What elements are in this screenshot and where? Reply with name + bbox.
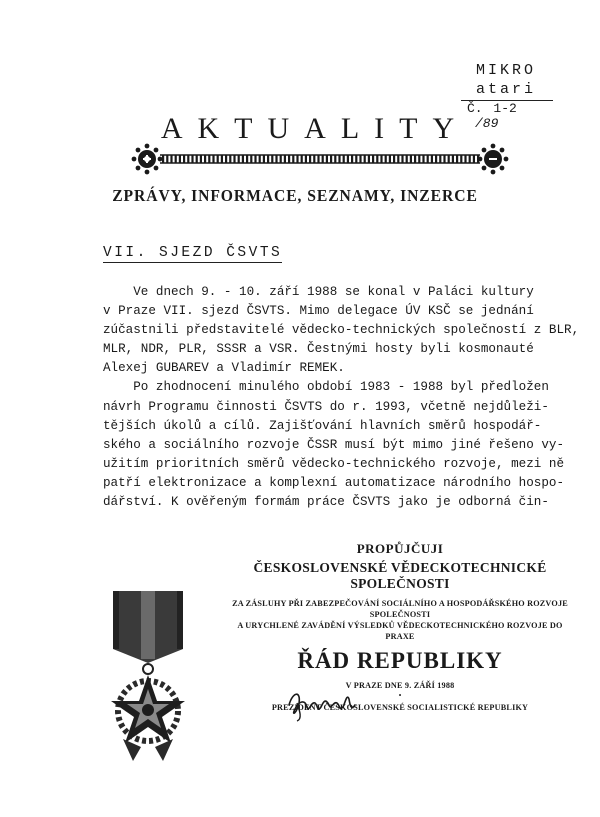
certificate-reason-line: ZA ZÁSLUHY PŘI ZABEZPEČOVÁNÍ SOCIÁLNÍHO A HOSPODÁŘSKÉHO ROZVOJE SPOLEČNOSTI — [232, 599, 568, 619]
text-line: Ve dnech 9. - 10. září 1988 se konal v Paláci kultury — [103, 285, 534, 299]
chain-link — [238, 155, 240, 163]
chain-link — [275, 155, 277, 163]
chain-border — [160, 155, 480, 163]
chain-link — [183, 155, 185, 163]
chain-link — [305, 155, 307, 163]
certificate-verb: PROPŮJČUJI — [356, 541, 444, 556]
page-subtitle: ZPRÁVY, INFORMACE, SEZNAMY, INZERCE — [112, 186, 478, 205]
chain-link — [427, 155, 429, 163]
issue-year: /89 — [475, 116, 499, 131]
chain-link — [322, 155, 324, 163]
chain-link — [326, 155, 328, 163]
chain-link — [368, 155, 370, 163]
certificate-organization: ČESKOSLOVENSKÉ VĚDECKOTECHNICKÉ SPOLEČNOSTI — [253, 560, 547, 591]
medal-icon — [103, 591, 193, 771]
chain-link — [162, 155, 164, 163]
chain-link — [435, 155, 437, 163]
chain-link — [267, 155, 269, 163]
chain-link — [217, 155, 219, 163]
chain-link — [208, 155, 210, 163]
chain-link — [179, 155, 181, 163]
chain-link — [460, 155, 462, 163]
text-line: užitím prioritních směrů vědecko-technického rozvoje, mezi ně — [103, 456, 565, 471]
chain-link — [254, 155, 256, 163]
chain-link — [359, 155, 361, 163]
chain-link — [200, 155, 202, 163]
award-name: ŘÁD REPUBLIKY — [297, 648, 503, 673]
chain-link — [372, 155, 374, 163]
certificate-president: PREZIDENT ČESKOSLOVENSKÉ SOCIALISTICKÉ REPUBLIKY — [271, 703, 529, 712]
right-gear-icon — [478, 144, 509, 175]
chain-link — [347, 155, 349, 163]
chain-link — [280, 155, 282, 163]
chain-link — [212, 155, 214, 163]
chain-link — [313, 155, 315, 163]
chain-link — [380, 155, 382, 163]
chain-link — [296, 155, 298, 163]
text-line: MLR, NDR, PLR, SSSR a VSR. Čestnými hosty byli kosmonauté — [103, 342, 534, 357]
text-line: Po zhodnocení minulého období 1983 - 1988 byl předložen — [103, 380, 549, 395]
certificate-bullet: • — [398, 691, 402, 700]
text-line: Alexej GUBAREV a Vladimír REMEK. — [103, 361, 345, 376]
chain-link — [376, 155, 378, 163]
chain-link — [351, 155, 353, 163]
chain-link — [389, 155, 391, 163]
article-body — [103, 283, 580, 512]
chain-link — [443, 155, 445, 163]
chain-link — [284, 155, 286, 163]
chain-link — [221, 155, 223, 163]
page-title: AKTUALITY — [160, 112, 470, 145]
chain-link — [393, 155, 395, 163]
chain-link — [229, 155, 231, 163]
chain-link — [250, 155, 252, 163]
chain-link — [431, 155, 433, 163]
chain-link — [464, 155, 466, 163]
decorative-gear-border-icon — [130, 142, 510, 176]
chain-link — [410, 155, 412, 163]
chain-link — [406, 155, 408, 163]
chain-link — [401, 155, 403, 163]
chain-link — [288, 155, 290, 163]
chain-link — [196, 155, 198, 163]
chain-link — [422, 155, 424, 163]
chain-link — [397, 155, 399, 163]
chain-link — [225, 155, 227, 163]
text-line: návrh Programu činnosti ČSVTS do r. 1993, včetně nejdůleži- — [103, 399, 549, 414]
text-line: patří elektronizace a komplexní automatizace národního hospo- — [103, 475, 565, 490]
chain-link — [338, 155, 340, 163]
left-gear-icon — [132, 144, 163, 175]
magazine-name: MIKRO — [475, 62, 536, 79]
section-heading: VII. SJEZD ČSVTS — [103, 245, 283, 261]
text-line: v Praze VII. sjezd ČSVTS. Mimo delegace ÚV KSČ se jednání — [103, 304, 534, 319]
text-line: tějších úkolů a cílů. Zajišťování hlavních směrů hospodář- — [103, 418, 542, 433]
chain-link — [191, 155, 193, 163]
chain-link — [448, 155, 450, 163]
chain-link — [309, 155, 311, 163]
chain-link — [175, 155, 177, 163]
chain-link — [418, 155, 420, 163]
chain-link — [330, 155, 332, 163]
chain-link — [473, 155, 475, 163]
chain-link — [317, 155, 319, 163]
award-certificate — [230, 541, 570, 713]
chain-link — [364, 155, 366, 163]
chain-link — [355, 155, 357, 163]
chain-link — [343, 155, 345, 163]
chain-link — [233, 155, 235, 163]
chain-link — [166, 155, 168, 163]
chain-link — [301, 155, 303, 163]
issue-prefix: Č. — [467, 101, 483, 116]
text-line: zúčastnili představitelé vědecko-technických společností z BLR, — [103, 323, 580, 338]
text-line: dářství. K ověřeným formám práce ČSVTS jako je odborná čin- — [103, 495, 549, 510]
chain-link — [204, 155, 206, 163]
chain-link — [414, 155, 416, 163]
chain-link — [170, 155, 172, 163]
chain-link — [469, 155, 471, 163]
chain-link — [242, 155, 244, 163]
issue-value: 1-2 — [493, 101, 517, 116]
certificate-reason — [230, 598, 570, 642]
text-line: ského a sociálního rozvoje ČSSR musí být mimo jiné řešeno vy- — [103, 437, 565, 452]
certificate-reason-line: A URYCHLENÉ ZAVÁDĚNÍ VÝSLEDKŮ VĚDECKOTECHNICKÉHO ROZVOJE DO PRAXE — [237, 621, 563, 641]
chain-link — [259, 155, 261, 163]
chain-link — [271, 155, 273, 163]
chain-link — [439, 155, 441, 163]
chain-link — [334, 155, 336, 163]
chain-link — [187, 155, 189, 163]
chain-link — [452, 155, 454, 163]
chain-link — [292, 155, 294, 163]
chain-link — [456, 155, 458, 163]
chain-link — [246, 155, 248, 163]
signature-icon — [285, 683, 365, 723]
chain-link — [263, 155, 265, 163]
certificate-place-date: V PRAZE DNE 9. ZÁŘÍ 1988 — [345, 681, 455, 690]
chain-link — [385, 155, 387, 163]
magazine-subtitle: atari — [475, 81, 536, 98]
